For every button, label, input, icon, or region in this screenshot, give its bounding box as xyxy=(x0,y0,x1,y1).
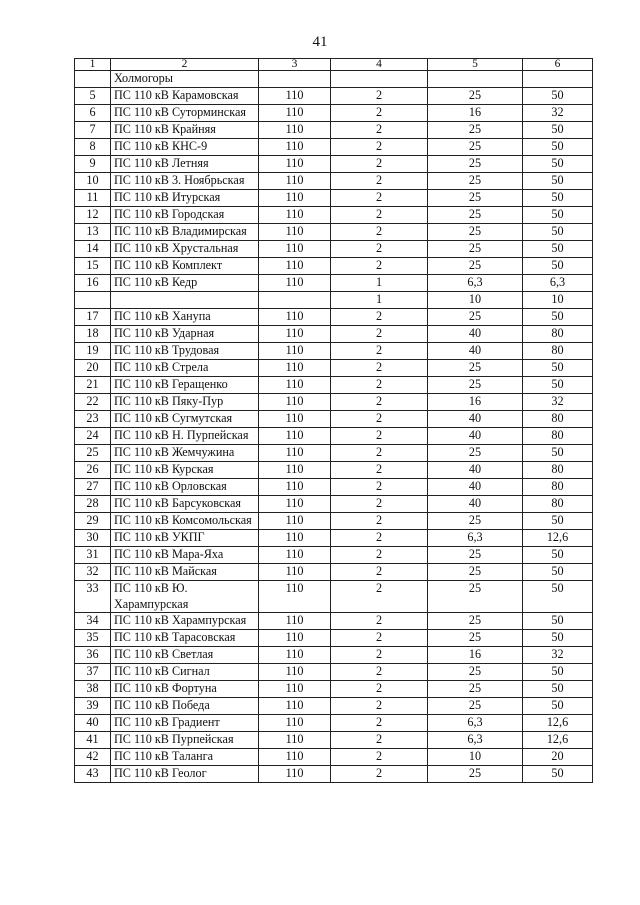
continuation-row xyxy=(75,71,593,88)
table-row xyxy=(75,698,593,715)
row-number: 42 xyxy=(75,749,111,766)
page-number: 41 xyxy=(312,34,328,50)
total-power-cell: 80 xyxy=(523,343,593,360)
unit-power-cell: 25 xyxy=(428,681,523,698)
substation-name: ПС 110 кВ Суторминская xyxy=(111,105,259,122)
voltage-cell: 110 xyxy=(259,411,331,428)
row-number: 37 xyxy=(75,664,111,681)
table-row xyxy=(75,258,593,275)
column-number: 6 xyxy=(523,59,593,71)
row-number: 23 xyxy=(75,411,111,428)
table-row xyxy=(75,326,593,343)
voltage-cell: 110 xyxy=(259,360,331,377)
row-number: 40 xyxy=(75,715,111,732)
transformer-count-cell: 2 xyxy=(331,360,428,377)
unit-power-cell: 40 xyxy=(428,428,523,445)
total-power-cell: 50 xyxy=(523,207,593,224)
transformer-count-cell: 2 xyxy=(331,156,428,173)
table-row xyxy=(75,224,593,241)
table-row xyxy=(75,207,593,224)
unit-power-cell: 25 xyxy=(428,309,523,326)
transformer-count-cell: 1 xyxy=(331,275,428,292)
column-number: 1 xyxy=(75,59,111,71)
transformer-count-cell: 2 xyxy=(331,241,428,258)
total-power-cell: 50 xyxy=(523,360,593,377)
voltage-cell: 110 xyxy=(259,647,331,664)
total-power-cell: 12,6 xyxy=(523,530,593,547)
row-number: 17 xyxy=(75,309,111,326)
total-power-cell: 50 xyxy=(523,564,593,581)
total-power-cell: 50 xyxy=(523,630,593,647)
total-power-cell: 32 xyxy=(523,647,593,664)
table-row xyxy=(75,275,593,292)
table-row xyxy=(75,156,593,173)
unit-power-cell: 25 xyxy=(428,122,523,139)
voltage-cell: 110 xyxy=(259,581,331,613)
unit-power-cell: 25 xyxy=(428,207,523,224)
transformer-count-cell: 2 xyxy=(331,581,428,613)
total-power-cell: 50 xyxy=(523,766,593,783)
row-number: 27 xyxy=(75,479,111,496)
substation-name: ПС 110 кВ Карамовская xyxy=(111,88,259,105)
transformer-count-cell: 2 xyxy=(331,681,428,698)
row-number: 38 xyxy=(75,681,111,698)
voltage-cell: 110 xyxy=(259,309,331,326)
table-row xyxy=(75,343,593,360)
transformer-count-cell: 2 xyxy=(331,766,428,783)
table-row xyxy=(75,309,593,326)
transformer-count-cell: 2 xyxy=(331,613,428,630)
voltage-cell: 110 xyxy=(259,122,331,139)
row-number: 32 xyxy=(75,564,111,581)
empty-cell xyxy=(428,71,523,88)
substation-name: ПС 110 кВ Таланга xyxy=(111,749,259,766)
table-row xyxy=(75,445,593,462)
total-power-cell: 50 xyxy=(523,156,593,173)
unit-power-cell: 6,3 xyxy=(428,530,523,547)
substation-name: ПС 110 кВ Летняя xyxy=(111,156,259,173)
transformer-count-cell: 2 xyxy=(331,445,428,462)
column-number-row xyxy=(75,59,593,71)
unit-power-cell: 25 xyxy=(428,377,523,394)
row-number: 7 xyxy=(75,122,111,139)
substation-name: ПС 110 кВ УКПГ xyxy=(111,530,259,547)
table-row xyxy=(75,122,593,139)
row-number: 33 xyxy=(75,581,111,613)
row-number: 31 xyxy=(75,547,111,564)
substation-name: ПС 110 кВ Победа xyxy=(111,698,259,715)
unit-power-cell: 40 xyxy=(428,479,523,496)
substation-name: ПС 110 кВ Мара-Яха xyxy=(111,547,259,564)
row-number: 25 xyxy=(75,445,111,462)
unit-power-cell: 25 xyxy=(428,360,523,377)
transformer-count-cell: 2 xyxy=(331,547,428,564)
transformer-count-cell: 2 xyxy=(331,732,428,749)
transformer-count-cell: 2 xyxy=(331,513,428,530)
transformer-count-cell: 1 xyxy=(331,292,428,309)
unit-power-cell: 16 xyxy=(428,105,523,122)
substation-name: ПС 110 кВ Городская xyxy=(111,207,259,224)
unit-power-cell: 40 xyxy=(428,343,523,360)
table-row xyxy=(75,664,593,681)
voltage-cell: 110 xyxy=(259,479,331,496)
unit-power-cell: 6,3 xyxy=(428,275,523,292)
substation-name: ПС 110 кВ Трудовая xyxy=(111,343,259,360)
unit-power-cell: 25 xyxy=(428,156,523,173)
voltage-cell: 110 xyxy=(259,377,331,394)
row-number: 11 xyxy=(75,190,111,207)
empty-cell xyxy=(75,71,111,88)
table-row xyxy=(75,749,593,766)
unit-power-cell: 25 xyxy=(428,173,523,190)
total-power-cell: 20 xyxy=(523,749,593,766)
total-power-cell: 80 xyxy=(523,326,593,343)
total-power-cell: 32 xyxy=(523,105,593,122)
unit-power-cell: 40 xyxy=(428,326,523,343)
substation-name: ПС 110 кВ Сигнал xyxy=(111,664,259,681)
voltage-cell: 110 xyxy=(259,732,331,749)
row-number: 16 xyxy=(75,275,111,292)
total-power-cell: 50 xyxy=(523,698,593,715)
total-power-cell: 80 xyxy=(523,462,593,479)
substation-name: ПС 110 кВ Харампурская xyxy=(111,613,259,630)
table-row xyxy=(75,479,593,496)
transformer-count-cell: 2 xyxy=(331,664,428,681)
row-number: 28 xyxy=(75,496,111,513)
substation-table xyxy=(74,58,593,783)
unit-power-cell: 40 xyxy=(428,411,523,428)
substation-name: ПС 110 кВ Н. Пурпейская xyxy=(111,428,259,445)
unit-power-cell: 10 xyxy=(428,749,523,766)
continuation-text: Холмогоры xyxy=(111,71,259,88)
voltage-cell: 110 xyxy=(259,630,331,647)
table-row xyxy=(75,613,593,630)
transformer-count-cell: 2 xyxy=(331,411,428,428)
substation-name: ПС 110 кВ Геращенко xyxy=(111,377,259,394)
substation-name: ПС 110 кВ Тарасовская xyxy=(111,630,259,647)
row-number: 15 xyxy=(75,258,111,275)
voltage-cell: 110 xyxy=(259,462,331,479)
row-number: 5 xyxy=(75,88,111,105)
substation-name: ПС 110 кВ Сугмутская xyxy=(111,411,259,428)
voltage-cell: 110 xyxy=(259,547,331,564)
substation-name: ПС 110 кВ Крайняя xyxy=(111,122,259,139)
voltage-cell: 110 xyxy=(259,715,331,732)
table-row xyxy=(75,530,593,547)
voltage-cell: 110 xyxy=(259,88,331,105)
total-power-cell: 32 xyxy=(523,394,593,411)
total-power-cell: 50 xyxy=(523,139,593,156)
row-number: 13 xyxy=(75,224,111,241)
transformer-count-cell: 2 xyxy=(331,564,428,581)
voltage-cell: 110 xyxy=(259,698,331,715)
table-row xyxy=(75,139,593,156)
table-row xyxy=(75,411,593,428)
substation-name: ПС 110 кВ 3. Ноябрьская xyxy=(111,173,259,190)
table-row xyxy=(75,377,593,394)
total-power-cell: 50 xyxy=(523,88,593,105)
total-power-cell: 50 xyxy=(523,173,593,190)
substation-name: ПС 110 кВ Барсуковская xyxy=(111,496,259,513)
voltage-cell: 110 xyxy=(259,156,331,173)
transformer-count-cell: 2 xyxy=(331,326,428,343)
row-number: 12 xyxy=(75,207,111,224)
total-power-cell: 50 xyxy=(523,224,593,241)
unit-power-cell: 25 xyxy=(428,258,523,275)
transformer-count-cell: 2 xyxy=(331,479,428,496)
table-row xyxy=(75,394,593,411)
table-row xyxy=(75,564,593,581)
substation-name: ПС 110 кВ Владимирская xyxy=(111,224,259,241)
row-number: 34 xyxy=(75,613,111,630)
voltage-cell: 110 xyxy=(259,190,331,207)
transformer-count-cell: 2 xyxy=(331,715,428,732)
row-number: 43 xyxy=(75,766,111,783)
row-number: 6 xyxy=(75,105,111,122)
unit-power-cell: 25 xyxy=(428,88,523,105)
unit-power-cell: 25 xyxy=(428,630,523,647)
substation-name: ПС 110 кВ Комплект xyxy=(111,258,259,275)
row-number: 21 xyxy=(75,377,111,394)
row-number: 14 xyxy=(75,241,111,258)
unit-power-cell: 25 xyxy=(428,513,523,530)
transformer-count-cell: 2 xyxy=(331,377,428,394)
substation-name: ПС 110 кВ Майская xyxy=(111,564,259,581)
unit-power-cell: 25 xyxy=(428,766,523,783)
transformer-count-cell: 2 xyxy=(331,428,428,445)
voltage-cell: 110 xyxy=(259,394,331,411)
transformer-count-cell: 2 xyxy=(331,462,428,479)
total-power-cell: 50 xyxy=(523,681,593,698)
row-number: 36 xyxy=(75,647,111,664)
row-number: 41 xyxy=(75,732,111,749)
total-power-cell: 50 xyxy=(523,445,593,462)
row-number: 29 xyxy=(75,513,111,530)
table-row xyxy=(75,732,593,749)
table-row xyxy=(75,681,593,698)
row-number xyxy=(75,292,111,309)
table-row xyxy=(75,292,593,309)
substation-name: ПС 110 кВ Ударная xyxy=(111,326,259,343)
table-row xyxy=(75,173,593,190)
voltage-cell: 110 xyxy=(259,224,331,241)
transformer-count-cell: 2 xyxy=(331,224,428,241)
voltage-cell: 110 xyxy=(259,139,331,156)
unit-power-cell: 6,3 xyxy=(428,715,523,732)
unit-power-cell: 25 xyxy=(428,698,523,715)
substation-name: ПС 110 кВ Курская xyxy=(111,462,259,479)
substation-name: ПС 110 кВ Орловская xyxy=(111,479,259,496)
substation-name: ПС 110 кВ Ханупа xyxy=(111,309,259,326)
total-power-cell: 12,6 xyxy=(523,715,593,732)
transformer-count-cell: 2 xyxy=(331,496,428,513)
row-number: 39 xyxy=(75,698,111,715)
total-power-cell: 12,6 xyxy=(523,732,593,749)
column-number: 3 xyxy=(259,59,331,71)
column-number: 5 xyxy=(428,59,523,71)
total-power-cell: 50 xyxy=(523,377,593,394)
substation-name: ПС 110 кВ Итурская xyxy=(111,190,259,207)
total-power-cell: 80 xyxy=(523,411,593,428)
transformer-count-cell: 2 xyxy=(331,343,428,360)
voltage-cell: 110 xyxy=(259,326,331,343)
substation-name: ПС 110 кВ Ю. Харампурская xyxy=(111,581,259,613)
unit-power-cell: 25 xyxy=(428,190,523,207)
table-row xyxy=(75,105,593,122)
table-row xyxy=(75,715,593,732)
substation-name: ПС 110 кВ Жемчужина xyxy=(111,445,259,462)
unit-power-cell: 25 xyxy=(428,564,523,581)
row-number: 8 xyxy=(75,139,111,156)
voltage-cell: 110 xyxy=(259,105,331,122)
total-power-cell: 50 xyxy=(523,309,593,326)
transformer-count-cell: 2 xyxy=(331,105,428,122)
table-row xyxy=(75,190,593,207)
unit-power-cell: 25 xyxy=(428,547,523,564)
table-row xyxy=(75,428,593,445)
table-row xyxy=(75,630,593,647)
transformer-count-cell: 2 xyxy=(331,190,428,207)
voltage-cell: 110 xyxy=(259,241,331,258)
table-row xyxy=(75,496,593,513)
substation-name: ПС 110 кВ Геолог xyxy=(111,766,259,783)
empty-cell xyxy=(259,71,331,88)
substation-name: ПС 110 кВ Пурпейская xyxy=(111,732,259,749)
unit-power-cell: 25 xyxy=(428,581,523,613)
unit-power-cell: 25 xyxy=(428,664,523,681)
substation-name: ПС 110 кВ Светлая xyxy=(111,647,259,664)
table-row xyxy=(75,88,593,105)
row-number: 26 xyxy=(75,462,111,479)
voltage-cell: 110 xyxy=(259,275,331,292)
total-power-cell: 50 xyxy=(523,258,593,275)
column-number: 4 xyxy=(331,59,428,71)
transformer-count-cell: 2 xyxy=(331,88,428,105)
voltage-cell: 110 xyxy=(259,258,331,275)
voltage-cell: 110 xyxy=(259,564,331,581)
voltage-cell: 110 xyxy=(259,207,331,224)
unit-power-cell: 6,3 xyxy=(428,732,523,749)
voltage-cell: 110 xyxy=(259,664,331,681)
transformer-count-cell: 2 xyxy=(331,647,428,664)
transformer-count-cell: 2 xyxy=(331,630,428,647)
voltage-cell: 110 xyxy=(259,343,331,360)
voltage-cell: 110 xyxy=(259,766,331,783)
voltage-cell: 110 xyxy=(259,496,331,513)
total-power-cell: 10 xyxy=(523,292,593,309)
total-power-cell: 50 xyxy=(523,664,593,681)
transformer-count-cell: 2 xyxy=(331,122,428,139)
total-power-cell: 50 xyxy=(523,122,593,139)
voltage-cell: 110 xyxy=(259,681,331,698)
substation-name: ПС 110 кВ Хрустальная xyxy=(111,241,259,258)
unit-power-cell: 40 xyxy=(428,496,523,513)
total-power-cell: 50 xyxy=(523,190,593,207)
unit-power-cell: 25 xyxy=(428,224,523,241)
transformer-count-cell: 2 xyxy=(331,139,428,156)
transformer-count-cell: 2 xyxy=(331,173,428,190)
total-power-cell: 80 xyxy=(523,479,593,496)
table-row xyxy=(75,581,593,613)
row-number: 19 xyxy=(75,343,111,360)
row-number: 24 xyxy=(75,428,111,445)
substation-name: ПС 110 кВ Фортуна xyxy=(111,681,259,698)
substation-name: ПС 110 кВ Комсомольская xyxy=(111,513,259,530)
total-power-cell: 50 xyxy=(523,241,593,258)
transformer-count-cell: 2 xyxy=(331,749,428,766)
row-number: 20 xyxy=(75,360,111,377)
table-row xyxy=(75,513,593,530)
empty-cell xyxy=(331,71,428,88)
row-number: 35 xyxy=(75,630,111,647)
total-power-cell: 80 xyxy=(523,496,593,513)
voltage-cell: 110 xyxy=(259,513,331,530)
transformer-count-cell: 2 xyxy=(331,394,428,411)
unit-power-cell: 25 xyxy=(428,613,523,630)
total-power-cell: 50 xyxy=(523,547,593,564)
voltage-cell: 110 xyxy=(259,749,331,766)
voltage-cell xyxy=(259,292,331,309)
transformer-count-cell: 2 xyxy=(331,698,428,715)
table-row xyxy=(75,547,593,564)
row-number: 10 xyxy=(75,173,111,190)
transformer-count-cell: 2 xyxy=(331,258,428,275)
transformer-count-cell: 2 xyxy=(331,309,428,326)
unit-power-cell: 40 xyxy=(428,462,523,479)
total-power-cell: 50 xyxy=(523,513,593,530)
substation-name: ПС 110 кВ КНС-9 xyxy=(111,139,259,156)
total-power-cell: 6,3 xyxy=(523,275,593,292)
substation-name: ПС 110 кВ Стрела xyxy=(111,360,259,377)
voltage-cell: 110 xyxy=(259,613,331,630)
total-power-cell: 50 xyxy=(523,581,593,613)
total-power-cell: 50 xyxy=(523,613,593,630)
substation-name xyxy=(111,292,259,309)
column-number: 2 xyxy=(111,59,259,71)
voltage-cell: 110 xyxy=(259,428,331,445)
row-number: 22 xyxy=(75,394,111,411)
table-row xyxy=(75,766,593,783)
total-power-cell: 80 xyxy=(523,428,593,445)
voltage-cell: 110 xyxy=(259,530,331,547)
substation-name: ПС 110 кВ Градиент xyxy=(111,715,259,732)
row-number: 18 xyxy=(75,326,111,343)
unit-power-cell: 16 xyxy=(428,394,523,411)
table-row xyxy=(75,360,593,377)
table-row xyxy=(75,462,593,479)
voltage-cell: 110 xyxy=(259,173,331,190)
unit-power-cell: 25 xyxy=(428,445,523,462)
voltage-cell: 110 xyxy=(259,445,331,462)
transformer-count-cell: 2 xyxy=(331,207,428,224)
table-row xyxy=(75,647,593,664)
table-row xyxy=(75,241,593,258)
row-number: 9 xyxy=(75,156,111,173)
row-number: 30 xyxy=(75,530,111,547)
unit-power-cell: 25 xyxy=(428,241,523,258)
substation-name: ПС 110 кВ Кедр xyxy=(111,275,259,292)
unit-power-cell: 25 xyxy=(428,139,523,156)
empty-cell xyxy=(523,71,593,88)
transformer-count-cell: 2 xyxy=(331,530,428,547)
unit-power-cell: 16 xyxy=(428,647,523,664)
substation-name: ПС 110 кВ Пяку-Пур xyxy=(111,394,259,411)
unit-power-cell: 10 xyxy=(428,292,523,309)
